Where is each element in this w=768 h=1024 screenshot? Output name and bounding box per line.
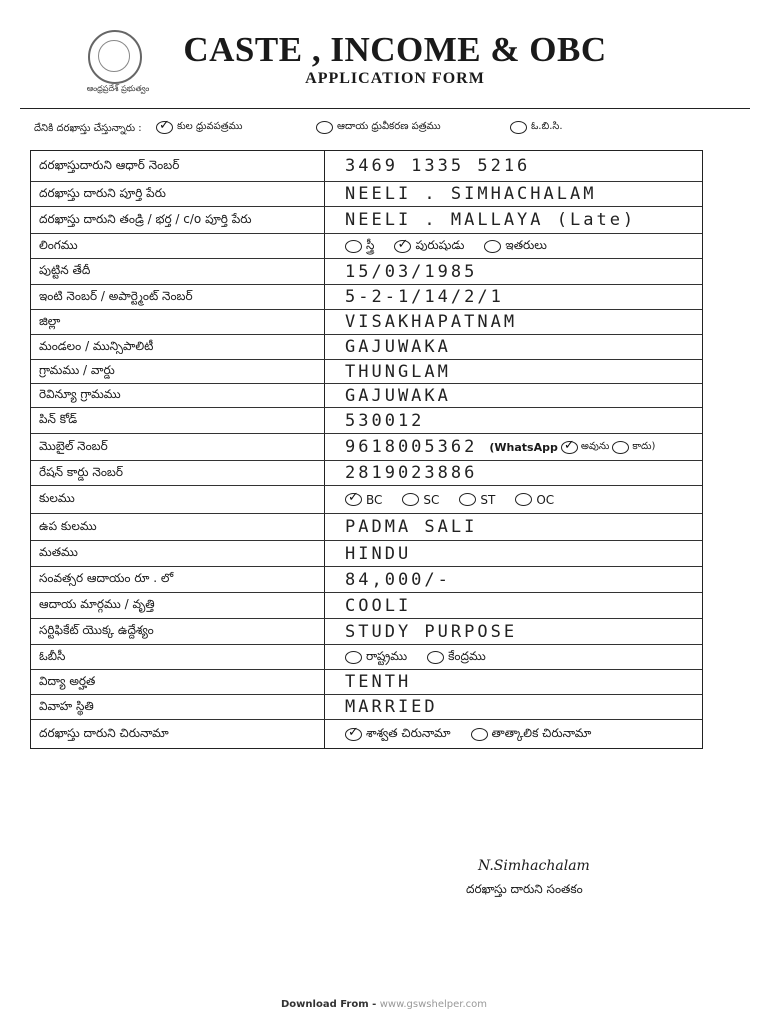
form-row: [31, 645, 702, 670]
form-row: [31, 514, 702, 541]
handwritten-value: 3469 1335 5216: [345, 156, 531, 176]
field-label: ఉప కులము: [31, 514, 325, 540]
field-value[interactable]: [325, 670, 702, 694]
form-row: [31, 619, 702, 645]
form-row: [31, 670, 702, 695]
option-label: BC: [366, 492, 383, 507]
handwritten-value: VISAKHAPATNAM: [345, 312, 518, 332]
form-row: [31, 151, 702, 182]
option-label: రాష్ట్రము: [366, 648, 408, 663]
form-row: [31, 461, 702, 486]
handwritten-value: MARRIED: [345, 697, 438, 717]
whatsapp-no-label: కాదు): [632, 441, 656, 452]
handwritten-value: NEELI . MALLAYA (Late): [345, 210, 637, 230]
form-row: [31, 259, 702, 285]
field-label: ఇంటి నెంబర్ / అపార్ట్మెంట్ నెంబర్: [31, 285, 325, 309]
option-label: కేంద్రము: [448, 648, 486, 663]
application-form-table: [30, 150, 703, 749]
field-label: దరఖాస్తు దారుని చిరునామా: [31, 720, 325, 748]
option[interactable]: [471, 726, 592, 743]
handwritten-value: GAJUWAKA: [345, 337, 451, 357]
field-label: సంవత్సర ఆదాయం రూ . లో: [31, 567, 325, 592]
form-row: [31, 593, 702, 619]
checkbox-circle[interactable]: [345, 240, 362, 253]
field-label: లింగము: [31, 234, 325, 258]
field-value[interactable]: [325, 408, 702, 433]
field-value[interactable]: [325, 461, 702, 485]
form-row: [31, 182, 702, 207]
field-label: జిల్లా: [31, 310, 325, 334]
field-label: పిన్ కోడ్: [31, 408, 325, 433]
handwritten-value: 530012: [345, 410, 425, 431]
form-row: [31, 720, 702, 748]
checkbox-circle[interactable]: [515, 493, 532, 506]
form-row: [31, 434, 702, 461]
form-row: [31, 695, 702, 720]
field-label: దరఖాస్తుదారుని ఆధార్ నెంబర్: [31, 151, 325, 181]
certificate-choice-label: దేనికి దరఖాస్తు చేస్తున్నారు :: [34, 123, 142, 134]
field-label: పుట్టిన తేదీ: [31, 259, 325, 284]
option-group: [345, 493, 554, 507]
government-seal-icon: [88, 30, 142, 84]
field-value[interactable]: [325, 151, 702, 181]
certificate-option-caste[interactable]: [156, 120, 243, 134]
field-value[interactable]: [325, 434, 702, 460]
field-value[interactable]: [325, 593, 702, 618]
option[interactable]: [394, 238, 464, 255]
field-label: సర్టిఫికేట్ యొక్క ఉద్దేశ్యం: [31, 619, 325, 644]
form-row: [31, 360, 702, 384]
field-label: కులము: [31, 486, 325, 513]
form-row: [31, 567, 702, 593]
handwritten-value: COOLI: [345, 595, 412, 616]
field-value[interactable]: [325, 360, 702, 383]
field-value[interactable]: [325, 285, 702, 309]
checkbox-circle[interactable]: [510, 121, 527, 134]
checkbox-circle[interactable]: [459, 493, 476, 506]
certificate-choice: [34, 120, 734, 138]
option[interactable]: [427, 649, 486, 666]
checkbox-circle[interactable]: [471, 728, 488, 741]
option[interactable]: [484, 238, 547, 255]
option-group: [345, 238, 547, 255]
option[interactable]: [345, 238, 374, 255]
field-options[interactable]: [325, 234, 702, 258]
whatsapp-no-checkbox[interactable]: [612, 441, 629, 454]
handwritten-value: NEELI . SIMHACHALAM: [345, 184, 597, 204]
footer-prefix: Download From -: [281, 999, 380, 1010]
handwritten-value: 5-2-1/14/2/1: [345, 287, 504, 307]
field-value[interactable]: [325, 541, 702, 566]
checkbox-circle[interactable]: [156, 121, 173, 134]
field-value[interactable]: [325, 310, 702, 334]
field-value[interactable]: [325, 182, 702, 206]
option-group: [345, 649, 486, 666]
whatsapp-label: (WhatsApp: [489, 440, 558, 454]
form-row: [31, 335, 702, 360]
option-label: కుల ధ్రువపత్రము: [177, 121, 243, 132]
handwritten-value: TENTH: [345, 672, 412, 692]
option[interactable]: [402, 493, 439, 507]
header-divider: [20, 108, 750, 109]
checkbox-circle[interactable]: [345, 651, 362, 664]
checkbox-circle[interactable]: [345, 493, 362, 506]
signature-label: దరఖాస్తు దారుని సంతకం: [466, 882, 583, 896]
field-options[interactable]: [325, 645, 702, 669]
option-group: [345, 726, 591, 743]
field-label: రేషన్ కార్డు నెంబర్: [31, 461, 325, 485]
option-label: OC: [536, 492, 555, 507]
option-label: ఇతరులు: [505, 237, 547, 252]
handwritten-value: 2819023886: [345, 463, 478, 483]
form-row: [31, 310, 702, 335]
certificate-option-obc[interactable]: [510, 120, 563, 134]
checkbox-circle[interactable]: [484, 240, 501, 253]
field-value[interactable]: [325, 384, 702, 407]
whatsapp-yes-checkbox[interactable]: [561, 441, 578, 454]
certificate-option-income[interactable]: [316, 120, 441, 134]
option-label: ST: [480, 492, 496, 507]
form-row: [31, 384, 702, 408]
option-label: SC: [423, 492, 440, 507]
option-label: శాశ్వత చిరునామా: [366, 725, 451, 740]
form-row: [31, 234, 702, 259]
handwritten-value: 84,000/-: [345, 569, 451, 590]
option-label: స్త్రీ: [366, 237, 375, 252]
handwritten-value: GAJUWAKA: [345, 385, 451, 406]
handwritten-value: THUNGLAM: [345, 361, 451, 382]
field-options[interactable]: [325, 720, 702, 748]
footer-url[interactable]: www.gswshelper.com: [379, 999, 487, 1010]
checkbox-circle[interactable]: [394, 240, 411, 253]
field-label: మండలం / మున్సిపాలిటీ: [31, 335, 325, 359]
form-row: [31, 541, 702, 567]
option-label: తాత్కాలిక చిరునామా: [491, 725, 592, 740]
field-value[interactable]: [325, 207, 702, 233]
handwritten-value: 15/03/1985: [345, 261, 478, 282]
handwritten-value: HINDU: [345, 543, 412, 564]
field-label: మొబైల్ నెంబర్: [31, 434, 325, 460]
form-row: [31, 207, 702, 234]
option[interactable]: [515, 493, 554, 507]
field-value[interactable]: [325, 335, 702, 359]
handwritten-value: PADMA SALI: [345, 517, 478, 537]
field-label: విద్యా అర్హత: [31, 670, 325, 694]
form-subtitle: APPLICATION FORM: [305, 70, 485, 87]
option[interactable]: [345, 649, 407, 666]
field-value[interactable]: [325, 619, 702, 644]
whatsapp-options: [489, 440, 655, 454]
checkbox-circle[interactable]: [316, 121, 333, 134]
checkbox-circle[interactable]: [427, 651, 444, 664]
handwritten-value: STUDY PURPOSE: [345, 621, 518, 642]
seal-caption: ఆంధ్రప్రదేశ్ ప్రభుత్వం: [86, 84, 150, 93]
form-row: [31, 285, 702, 310]
field-label: గ్రామము / వార్డు: [31, 360, 325, 383]
field-label: దరఖాస్తు దారుని తండ్రి / భర్త / c/o పూర్తి పేరు: [31, 207, 325, 233]
option-label: ఆదాయ ధ్రువీకరణ పత్రము: [337, 121, 441, 132]
whatsapp-yes-label: అవును: [580, 441, 610, 452]
form-title: CASTE , INCOME & OBC: [183, 30, 607, 69]
field-label: వివాహ స్థితి: [31, 695, 325, 719]
checkbox-circle[interactable]: [402, 493, 419, 506]
field-label: ఆదాయ మార్గము / వృత్తి: [31, 593, 325, 618]
option[interactable]: [459, 493, 495, 507]
option-label: పురుషుడు: [415, 237, 465, 252]
field-label: రెవిన్యూ గ్రామము: [31, 384, 325, 407]
field-label: దరఖాస్తు దారుని పూర్తి పేరు: [31, 182, 325, 206]
form-row: [31, 486, 702, 514]
field-value[interactable]: [325, 567, 702, 592]
field-value[interactable]: [325, 259, 702, 284]
handwritten-value: 9618005362: [345, 437, 478, 457]
footer: [0, 999, 768, 1010]
checkbox-circle[interactable]: [345, 728, 362, 741]
field-value[interactable]: [325, 695, 702, 719]
form-row: [31, 408, 702, 434]
field-value[interactable]: [325, 514, 702, 540]
field-label: ఓబీసీ: [31, 645, 325, 669]
option[interactable]: [345, 493, 382, 507]
field-label: మతము: [31, 541, 325, 566]
applicant-signature: N.Simhachalam: [478, 858, 590, 874]
option[interactable]: [345, 726, 451, 743]
option-label: ఓ.బి.సి.: [531, 121, 563, 132]
field-options[interactable]: [325, 486, 702, 513]
